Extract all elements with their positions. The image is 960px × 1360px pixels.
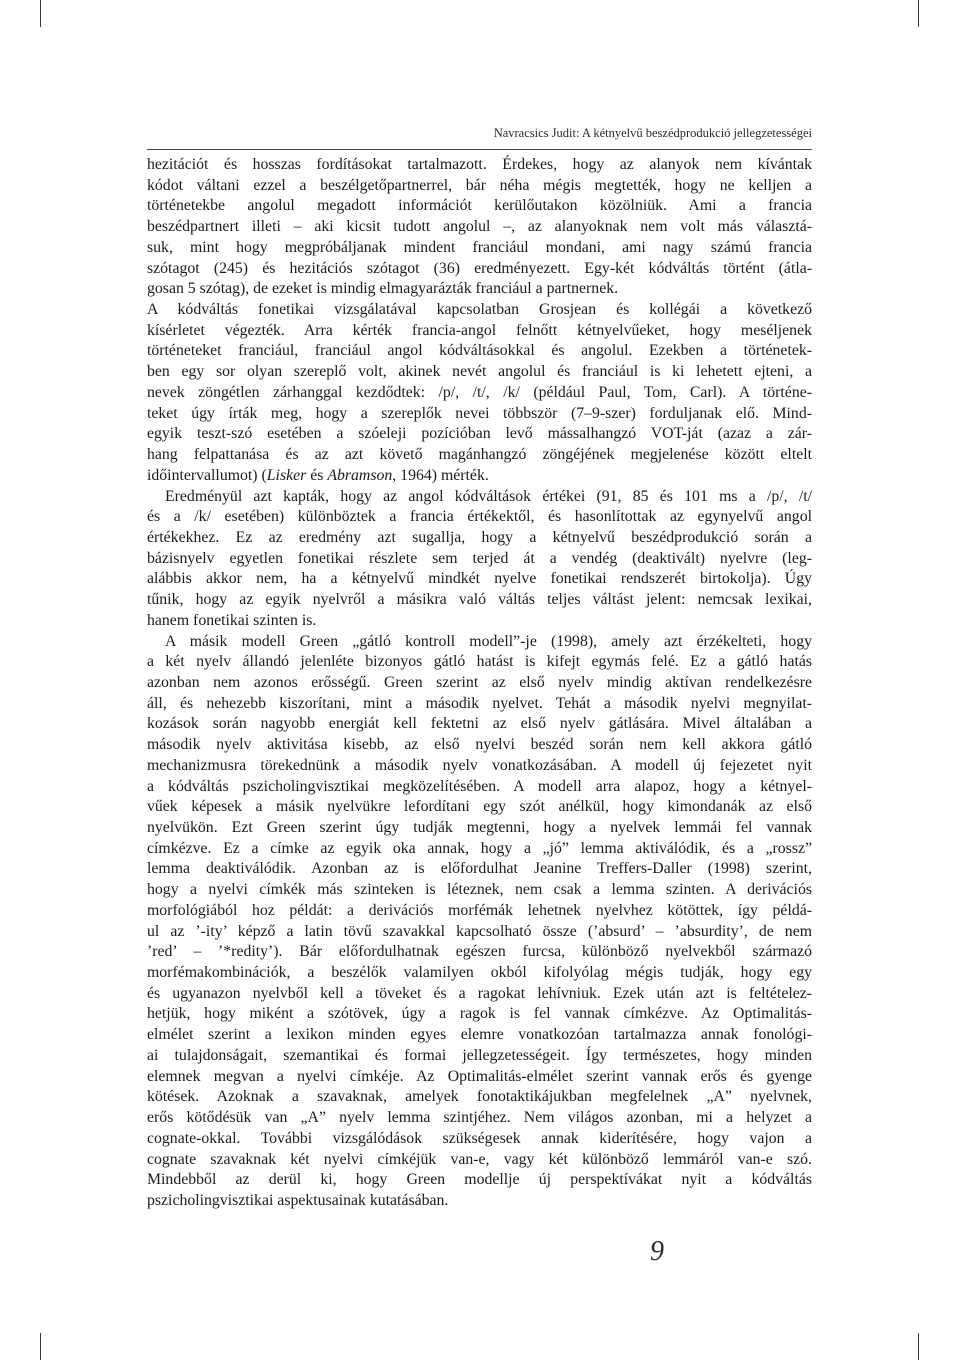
text-line: Mindebből az derül ki, hogy Green modellje új perspektívákat nyit a kódváltás <box>147 1171 812 1189</box>
text-line: címkézve. Ez a címke az egyik oka annak, hogy a „jó” lemma aktiválódik, és a „rossz” <box>147 839 812 857</box>
crop-mark-top-left <box>40 0 41 27</box>
text-line: kötések. Azoknak a szavaknak, amelyek fonotaktikájukban megfelelnek „A” nyelvnek, <box>147 1088 812 1106</box>
body-text <box>147 155 812 1212</box>
text-line: kísérletet végezték. Arra kérték francia-angol felnőtt kétnyelvűeket, hogy meséljenek <box>147 321 812 339</box>
text-line <box>147 466 812 487</box>
text-line: és a /k/ esetében) különböztek a francia értékektől, és hasonlítottak az egynyelvű angol <box>147 508 812 526</box>
text-segment: időintervallumot) ( <box>147 466 267 484</box>
text-line: a két nyelv állandó jelenléte bizonyos gátló hatást is kifejt egymás felé. Ez a gátló hatás <box>147 653 812 671</box>
paragraph <box>147 632 812 1212</box>
text-line: lemma deaktiválódik. Azonban az is előfordulhat Jeanine Treffers-Daller (1998) szerint, <box>147 860 812 878</box>
text-line: nyelvükön. Ezt Green szerint úgy tudják megtenni, hogy a nyelvek lemmái fel vannak <box>147 819 812 836</box>
text-line: egyik teszt-szó esetében a szóeleji pozícióban levő mássalhangzó VOT-ját (azaz a zár- <box>147 425 812 443</box>
text-line: áll, és nehezebb kiszorítani, mint a második nyelvet. Tehát a második nyelvi megnyilat- <box>147 694 812 712</box>
text-line: kódot váltani ezzel a beszélgetőpartnerrel, bár néha mégis megtették, hogy ne kelljen a <box>147 176 812 194</box>
text-line: A másik modell Green „gátló kontroll modell”-je (1998), amely azt érzékelteti, hogy <box>165 632 812 650</box>
text-line: ul az ’-ity’ képző a latin tövű szavakkal kapcsolható össze (’absurd’ – ’absurdity’, de nem <box>147 922 812 940</box>
header-rule <box>147 149 812 150</box>
italic-citation: Lisker <box>266 466 307 484</box>
text-line: suk, mint hogy megpróbáljanak mindent franciául mondani, ami nagy számú francia <box>147 238 812 256</box>
crop-mark-top-right <box>918 0 919 27</box>
text-line: értékekhez. Ez az eredmény azt sugallja, hogy a kétnyelvű beszédprodukció során a <box>147 528 812 546</box>
paragraph <box>147 300 812 486</box>
text-line: szótagot (245) és hezitációs szótagot (36) eredményezett. Egy-két kódváltás történt (átla- <box>147 259 812 277</box>
text-line: morfológiából hoz példát: a derivációs morfémák lehetnek nyelvhez kötöttek, így példá- <box>147 901 812 919</box>
text-segment: és <box>306 466 328 484</box>
text-line: alábbis akkor nem, ha a kétnyelvű mindkét nyelve fonetikai rendszerét birtokolja). Úgy <box>147 570 812 588</box>
text-line: ai tulajdonságait, szemantikai és formai jellegzetességeit. Így természetes, hogy minden <box>147 1046 812 1064</box>
text-line: erős kötődésük van „A” nyelv lemma szintjéhez. Nem világos azonban, mi a helyzet a <box>147 1109 812 1127</box>
text-segment: , 1964) mérték. <box>392 466 489 484</box>
text-line: elemnek megvan a nyelvi címkéje. Az Optimalitás-elmélet szerint vannak erős és gyenge <box>147 1067 812 1085</box>
text-line: cognate szavaknak két nyelvi címkéjük van-e, vagy két különböző lemmáról van-e szó. <box>147 1150 812 1168</box>
text-line: hanem fonetikai szinten is. <box>147 611 317 629</box>
text-line: morfémakombinációk, a beszélők valamilyen okból kifolyólag mégis tudják, hogy egy <box>147 964 812 982</box>
text-line: vűek képesek a másik nyelvükre lefordítani egy szót anélkül, hogy kimondanák az első <box>147 798 812 816</box>
text-line: gosan 5 szótag), de ezeket is mindig elmagyarázták franciául a partnernek. <box>147 280 619 298</box>
text-line: tűnik, hogy az egyik nyelvről a másikra való váltás teljes váltást jelent: nemcsak lexikai, <box>147 591 812 609</box>
text-line: kozások során nagyobb energiát kell fektetni az első nyelv gátlására. Mivel általában a <box>147 715 812 733</box>
italic-citation: Abramson <box>327 466 393 484</box>
text-line: ’red’ – ’*redity’). Bár előfordulhatnak egészen furcsa, különböző nyelvekből származó <box>147 943 812 961</box>
text-line: a kódváltás pszicholingvisztikai megközelítésében. A modell arra alapoz, hogy a kétnyel- <box>147 777 812 795</box>
page-number: 9 <box>650 1236 664 1267</box>
crop-mark-bottom-left <box>40 1333 41 1360</box>
text-line: A kódváltás fonetikai vizsgálatával kapcsolatban Grosjean és kollégái a következő <box>147 301 812 319</box>
paragraph <box>147 155 812 300</box>
text-line: és ugyanazon nyelvből kell a töveket és a ragokat lehívniuk. Ezek után azt is feltételez- <box>147 984 812 1002</box>
text-line: elmélet szerint a lexikon minden egyes elemre vonatkozóan tartalmazza annak fonológi- <box>147 1026 812 1044</box>
text-line: ben egy sor olyan szereplő volt, akinek nevét angolul és franciául is ki lehetett ejteni, a <box>147 363 812 381</box>
crop-mark-bottom-right <box>918 1333 919 1360</box>
text-line: történeteket franciául, franciául angol kódváltásokkal és angolul. Ezekben a történetek- <box>147 342 812 360</box>
text-line: mechanizmusra törekednünk a második nyelv vonatkozásában. A modell új fejezetet nyit <box>147 756 812 774</box>
text-line: nevek zöngétlen zárhanggal kezdődtek: /p/, /t/, /k/ (például Paul, Tom, Carl). A történe- <box>147 383 812 401</box>
text-line: pszicholingvisztikai aspektusainak kutatásában. <box>147 1191 449 1209</box>
text-line: második nyelv aktivitása kisebb, az első nyelvi beszéd során nem kell akkora gátló <box>147 736 812 754</box>
text-line: történetekbe angolul megadott információt kerülőutakon közölniük. Ami a francia <box>147 197 812 215</box>
text-line: bázisnyelv egyetlen fonetikai részlete sem terjed át a vendég (deaktivált) nyelvre (leg- <box>147 549 812 567</box>
text-line: Eredményül azt kapták, hogy az angol kódváltások értékei (91, 85 és 101 ms a /p/, /t/ <box>165 487 812 505</box>
running-header: Navracsics Judit: A kétnyelvű beszédprodukció jellegzetességei <box>493 126 812 140</box>
paragraph <box>147 487 812 632</box>
text-line: hang felpattanása és az azt követő magánhangzó zöngéjének megjelenése között eltelt <box>147 446 812 464</box>
text-line: beszédpartnert illeti – aki kicsit tudott angolul –, az alanyoknak nem volt más választá- <box>147 218 812 236</box>
text-line: hogy a nyelvi címkék más szinteken is léteznek, nem csak a lemma szinten. A derivációs <box>147 881 812 899</box>
text-line: hezitációt és hosszas fordításokat tartalmazott. Érdekes, hogy az alanyok nem kívántak <box>147 156 812 173</box>
text-line: hetjük, hogy miként a szótövek, úgy a ragok is fel vannak címkézve. Az Optimalitás- <box>147 1005 812 1023</box>
text-line: azonban nem azonos erősségű. Green szerint az első nyelv mindig aktívan rendelkezésre <box>147 673 812 691</box>
text-line: cognate-okkal. További vizsgálódások szükségesek annak kiderítésére, hogy vajon a <box>147 1129 812 1147</box>
text-line: teket úgy írták meg, hogy a szereplők nevei többször (7–9-szer) forduljanak elő. Mind- <box>147 404 812 422</box>
